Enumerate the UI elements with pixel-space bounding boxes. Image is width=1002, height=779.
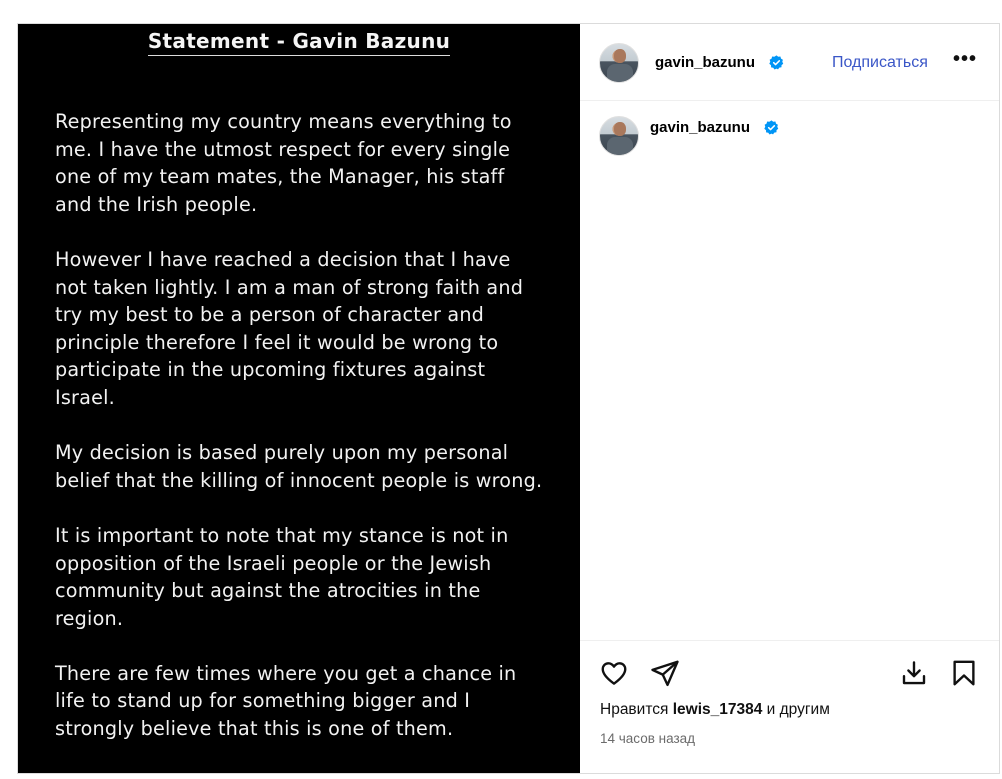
statement-title: [18, 29, 580, 56]
caption-area: [580, 101, 999, 640]
instagram-post: [17, 23, 1000, 774]
statement-paragraph: Representing my country means everything to me. I have the utmost respect for every single one of my team mates, the Manager, his staff and the Irish people.: [55, 110, 512, 216]
post-side-panel: [580, 24, 999, 773]
statement-body: [55, 108, 545, 770]
caption-avatar[interactable]: [599, 116, 639, 156]
avatar[interactable]: [599, 43, 639, 83]
post-image[interactable]: [18, 24, 580, 773]
post-header: [580, 24, 999, 101]
post-timestamp[interactable]: 14 часов назад: [600, 731, 696, 746]
download-icon[interactable]: [899, 658, 929, 688]
statement-paragraph: It is important to note that my stance is not in opposition of the Israeli people or the Jewish community but against the atrocities in the region.: [55, 523, 509, 630]
likes-prefix: Нравится: [600, 701, 669, 718]
more-options-icon[interactable]: •••: [953, 48, 978, 70]
verified-badge-icon: [769, 55, 784, 70]
follow-button[interactable]: Подписаться: [832, 54, 928, 71]
likes-user-link[interactable]: lewis_17384: [672, 701, 763, 718]
post-actions: [580, 640, 999, 773]
verified-badge-icon: [764, 120, 779, 135]
statement-paragraph: My decision is based purely upon my personal belief that the killing of innocent people is wrong.: [55, 441, 543, 492]
caption-username[interactable]: gavin_bazunu: [650, 119, 751, 136]
heart-icon[interactable]: [599, 658, 629, 688]
paper-plane-icon[interactable]: [650, 658, 680, 688]
bookmark-icon[interactable]: [949, 658, 979, 688]
likes-summary: [600, 701, 830, 719]
statement-paragraph: However I have reached a decision that I have not taken lightly. I am a man of strong faith and try my best to be a person of character and principle therefore I feel it would be wrong to participate in the upcoming fixtures against Israel.: [55, 247, 524, 409]
statement-paragraph: There are few times where you get a chance in life to stand up for something bigger and I strongly believe that this is one of them.: [55, 661, 517, 741]
likes-suffix[interactable]: и другим: [766, 701, 830, 718]
header-username[interactable]: gavin_bazunu: [655, 54, 756, 71]
statement-title-text: Statement - Gavin Bazunu: [148, 29, 450, 56]
